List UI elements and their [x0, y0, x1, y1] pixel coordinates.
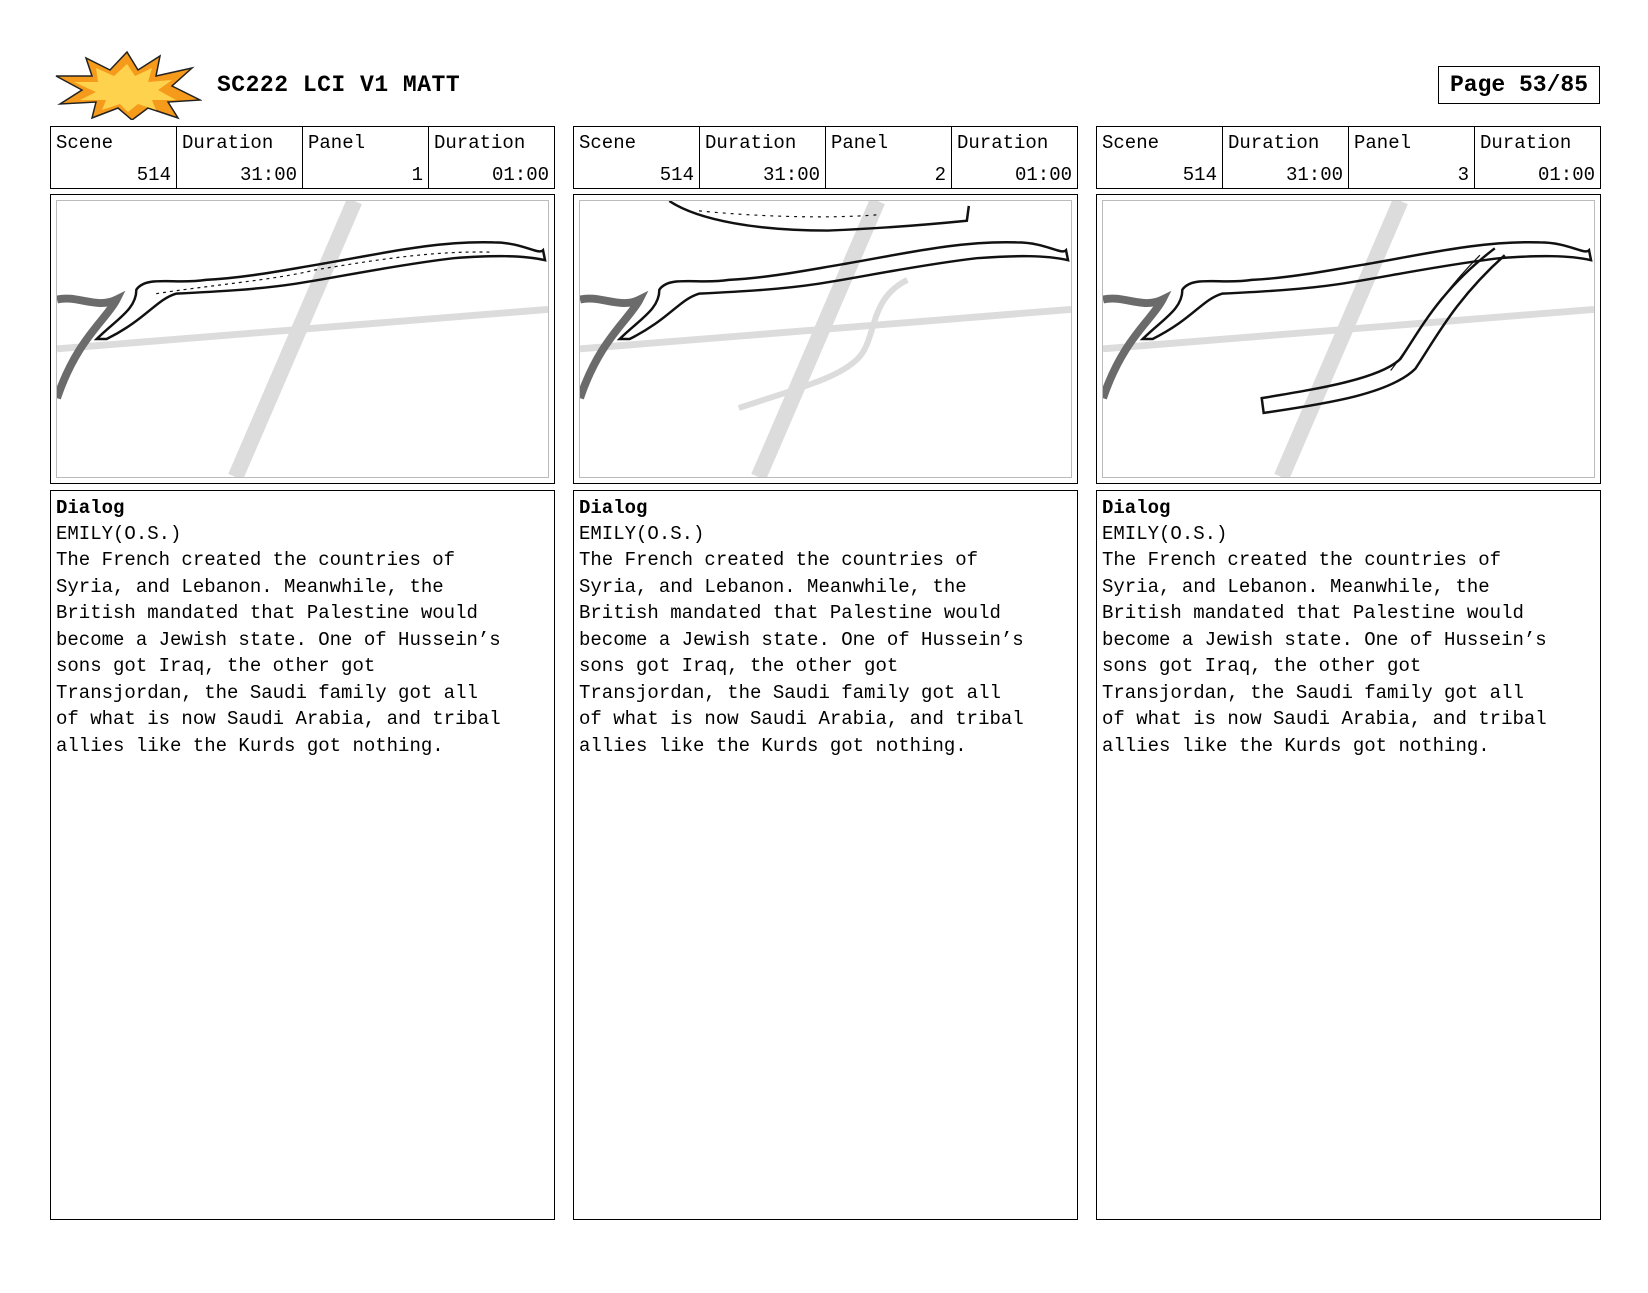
scene-cell	[1097, 127, 1223, 188]
duration-label: Duration	[705, 132, 797, 154]
duration-label: Duration	[1228, 132, 1320, 154]
panel-duration-cell	[1475, 127, 1600, 188]
duration-label: Duration	[182, 132, 274, 154]
panel-number: 3	[1457, 164, 1469, 186]
panel-duration-cell	[952, 127, 1077, 188]
dialog-speaker: EMILY(O.S.)	[56, 523, 182, 545]
panel-duration: 01:00	[1537, 164, 1595, 186]
dialog-speaker: EMILY(O.S.)	[579, 523, 705, 545]
scene-cell	[574, 127, 700, 188]
map-sketch-image	[1103, 201, 1594, 477]
storyboard-panel-1	[50, 126, 555, 1220]
scene-duration: 31:00	[1285, 164, 1343, 186]
dialog-text: The French created the countries of Syria, and Lebanon. Meanwhile, the British mandated that Palestine would become a Jewish state. One of Hussein’s sons got Iraq, the other got Transjordan, the Saudi family got all of what is now Saudi Arabia, and tribal allies like the Kurds got nothing.	[579, 549, 1024, 757]
scene-cell	[51, 127, 177, 188]
panel-info-bar	[1096, 126, 1601, 189]
dialog-text: The French created the countries of Syria, and Lebanon. Meanwhile, the British mandated that Palestine would become a Jewish state. One of Hussein’s sons got Iraq, the other got Transjordan, the Saudi family got all of what is now Saudi Arabia, and tribal allies like the Kurds got nothing.	[1102, 549, 1547, 757]
panel-duration: 01:00	[1014, 164, 1072, 186]
duration-label: Duration	[957, 132, 1049, 154]
duration-label: Duration	[1480, 132, 1572, 154]
panel-image-frame	[1096, 194, 1601, 484]
dialog-speaker: EMILY(O.S.)	[1102, 523, 1228, 545]
storyboard-panel-2	[573, 126, 1078, 1220]
dialog-label: Dialog	[1102, 497, 1171, 519]
scene-label: Scene	[579, 132, 637, 154]
dialog-label: Dialog	[579, 497, 648, 519]
panel-cell	[303, 127, 429, 188]
panel-number: 1	[411, 164, 423, 186]
scene-label: Scene	[1102, 132, 1160, 154]
panel-label: Panel	[831, 132, 889, 154]
dialog-text: The French created the countries of Syria, and Lebanon. Meanwhile, the British mandated that Palestine would become a Jewish state. One of Hussein’s sons got Iraq, the other got Transjordan, the Saudi family got all of what is now Saudi Arabia, and tribal allies like the Kurds got nothing.	[56, 549, 501, 757]
dialog-label: Dialog	[56, 497, 125, 519]
map-sketch-image	[57, 201, 548, 477]
scene-duration-cell	[177, 127, 303, 188]
scene-duration-cell	[1223, 127, 1349, 188]
document-title: SC222 LCI V1 MATT	[217, 72, 461, 98]
panel-info-bar	[50, 126, 555, 189]
panel-duration: 01:00	[491, 164, 549, 186]
panel-label: Panel	[1354, 132, 1412, 154]
duration-label: Duration	[434, 132, 526, 154]
scene-label: Scene	[56, 132, 114, 154]
dialog-box	[573, 490, 1078, 1220]
map-sketch-image	[580, 201, 1071, 477]
logo-burst-icon	[52, 50, 202, 120]
storyboard-panel-3	[1096, 126, 1601, 1220]
dialog-box	[1096, 490, 1601, 1220]
panel-image-frame	[50, 194, 555, 484]
scene-duration: 31:00	[762, 164, 820, 186]
dialog-box	[50, 490, 555, 1220]
page-number: Page 53/85	[1438, 66, 1600, 104]
panel-cell	[826, 127, 952, 188]
panel-info-bar	[573, 126, 1078, 189]
panel-image-frame	[573, 194, 1078, 484]
panel-label: Panel	[308, 132, 366, 154]
scene-duration: 31:00	[239, 164, 297, 186]
panel-duration-cell	[429, 127, 554, 188]
scene-number: 514	[1182, 164, 1217, 186]
scene-number: 514	[659, 164, 694, 186]
scene-number: 514	[136, 164, 171, 186]
scene-duration-cell	[700, 127, 826, 188]
panel-number: 2	[934, 164, 946, 186]
toonboom-logo	[52, 50, 202, 120]
panel-cell	[1349, 127, 1475, 188]
